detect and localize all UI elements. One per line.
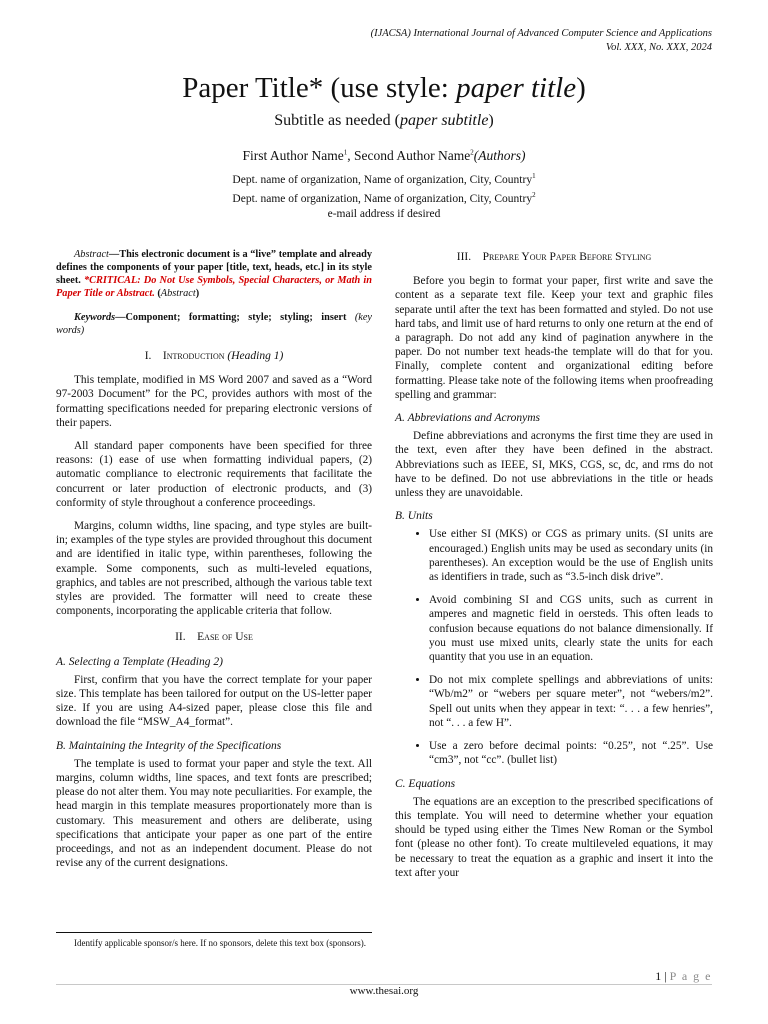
footnote-divider [56, 932, 372, 933]
site-url[interactable]: www.thesai.org [349, 985, 419, 997]
paper-title: Paper Title* (use style: paper title) [182, 72, 586, 104]
sponsor-footnote: Identify applicable sponsor/s here. If no sponsors, delete this text box (sponsors). [74, 938, 366, 948]
journal-header [371, 27, 712, 55]
journal-name: (IJACSA) International Journal of Advanced Computer Science and Applications [370, 28, 712, 39]
heading-selecting-template: A. Selecting a Template (Heading 2) [56, 655, 223, 668]
heading-units: B. Units [395, 510, 433, 523]
intro-paragraph-2: All standard paper components have been specified for three reasons: (1) ease of use when formatting individual papers, (2) automatic compliance to electronic requirements that facilitate the concurrent or later production of electronic products, and (3) conformity of style throughout a conference proceedings. [56, 440, 372, 509]
intro-paragraph-3: Margins, column widths, line spacing, and type styles are built-in; examples of the type styles are provided throughout this document and are identified in italic type, within parentheses, following the example. Some components, such as multi-leveled equations, graphics, and tables are not prescribed, although the various table text styles are provided. The formatter will need to create these components, incorporating the applicable criteria that follow. [56, 520, 372, 618]
journal-volume: Vol. XXX, No. XXX, 2024 [605, 42, 712, 53]
heading-prepare-paper: III. Prepare Your Paper Before Styling [456, 251, 652, 263]
heading-equations: C. Equations [395, 777, 456, 790]
keywords: Keywords—Component; formatting; style; styling; insert (key words) [56, 312, 372, 336]
list-item: • Do not mix complete spellings and abbreviations of units: “Wb/m2” or “webers per square meter”, not “webers/m2”. Spell out units when they appear in text: “. . . a few henries”, not “. . . a few H”. [429, 673, 713, 730]
heading-introduction: I. Introduction (Heading 1) [144, 350, 284, 362]
list-item: • Avoid combining SI and CGS units, such as current in amperes and magnetic field in oersteds. This often leads to confusion because equations do not balance dimensionally. If you must use mixed units, clearly state the units for each quantity that you use in an equation. [429, 593, 713, 664]
affiliation-2: Dept. name of organization, Name of organization, City, Country$^2$ [232, 190, 536, 205]
author-email: e-mail address if desired [327, 207, 441, 220]
equations-paragraph: The equations are an exception to the prescribed specifications of this template. You will need to determine whether your equation should be typed using either the Times New Roman or the Symbol font (please no other font). To create multileveled equations, it may be necessary to treat the equation as a graphic and insert it into the text after your [395, 795, 713, 879]
heading-maintaining-integrity: B. Maintaining the Integrity of the Specifications [56, 739, 282, 752]
units-bullet-list [395, 527, 713, 767]
affiliation-1: Dept. name of organization, Name of organization, City, Country$^1$ [232, 172, 536, 186]
title-block [0, 70, 768, 222]
paper-subtitle: Subtitle as needed (paper subtitle) [274, 112, 494, 129]
abstract: Abstract—This electronic document is a “live” template and already defines the components of your paper [title, text, heads, etc.] in its style sheet. *CRITICAL: Do Not Use Symbols, Special Characters, or Math in Paper Title or Abstract. (Abstract) [56, 249, 372, 299]
selecting-template-paragraph: First, confirm that you have the correct template for your paper size. This template has been tailored for output on the US-letter paper size. If you are using A4-sized paper, please close this file and download the file “MSW_A4_format”. [56, 673, 372, 729]
prepare-paper-paragraph: Before you begin to format your paper, first write and save the content as a separate text file. Keep your text and graphic files separate until after the text has been formatted and styled. Do not use hard tabs, and limit use of hard returns to only one return at the end of a paragraph. Do not add any kind of pagination anywhere in the paper. Do not number text heads-the template will do that for you. Finally, complete content and organizational editing before formatting. Please take note of the following items when proofreading spelling and grammar: [395, 275, 713, 401]
author-names: First Author Name$^1$, Second Author Name$^2$(Authors) [242, 148, 526, 163]
abbreviations-paragraph: Define abbreviations and acronyms the first time they are used in the text, even after they have been defined in the abstract. Abbreviations such as IEEE, SI, MKS, CGS, sc, dc, and rms do not have to be defined. Do not use abbreviations in the title or heads unless they are unavoidable. [395, 430, 713, 500]
heading-ease-of-use: II. Ease of Use [175, 631, 253, 644]
heading-abbreviations: A. Abbreviations and Acronyms [395, 412, 541, 425]
maintaining-integrity-paragraph: The template is used to format your paper and style the text. All margins, column widths, line spaces, and text fonts are prescribed; please do not alter them. You may note peculiarities. For example, the head margin in this template measures proportionately more than is customary. This measurement and others are deliberate, using specifications that anticipate your paper as one part of the entire proceedings, and not as an independent document. Please do not revise any of the current designations. [56, 757, 372, 870]
page-number: 1 | P a g e [655, 969, 712, 983]
list-item: • Use either SI (MKS) or CGS as primary units. (SI units are encouraged.) English units may be used as secondary units (in parentheses). An exception would be the use of English units as identifiers in trade, such as “3.5-inch disk drive”. [429, 527, 713, 584]
list-item: • Use a zero before decimal points: “0.25”, not “.25”. Use “cm3”, not “cc”. (bullet list) [429, 739, 713, 767]
intro-paragraph-1: This template, modified in MS Word 2007 and saved as a “Word 97-2003 Document” for the PC, provides authors with most of the formatting specifications needed for preparing electronic versions of their papers. [56, 374, 372, 429]
right-column [395, 248, 713, 889]
left-column [56, 248, 372, 880]
